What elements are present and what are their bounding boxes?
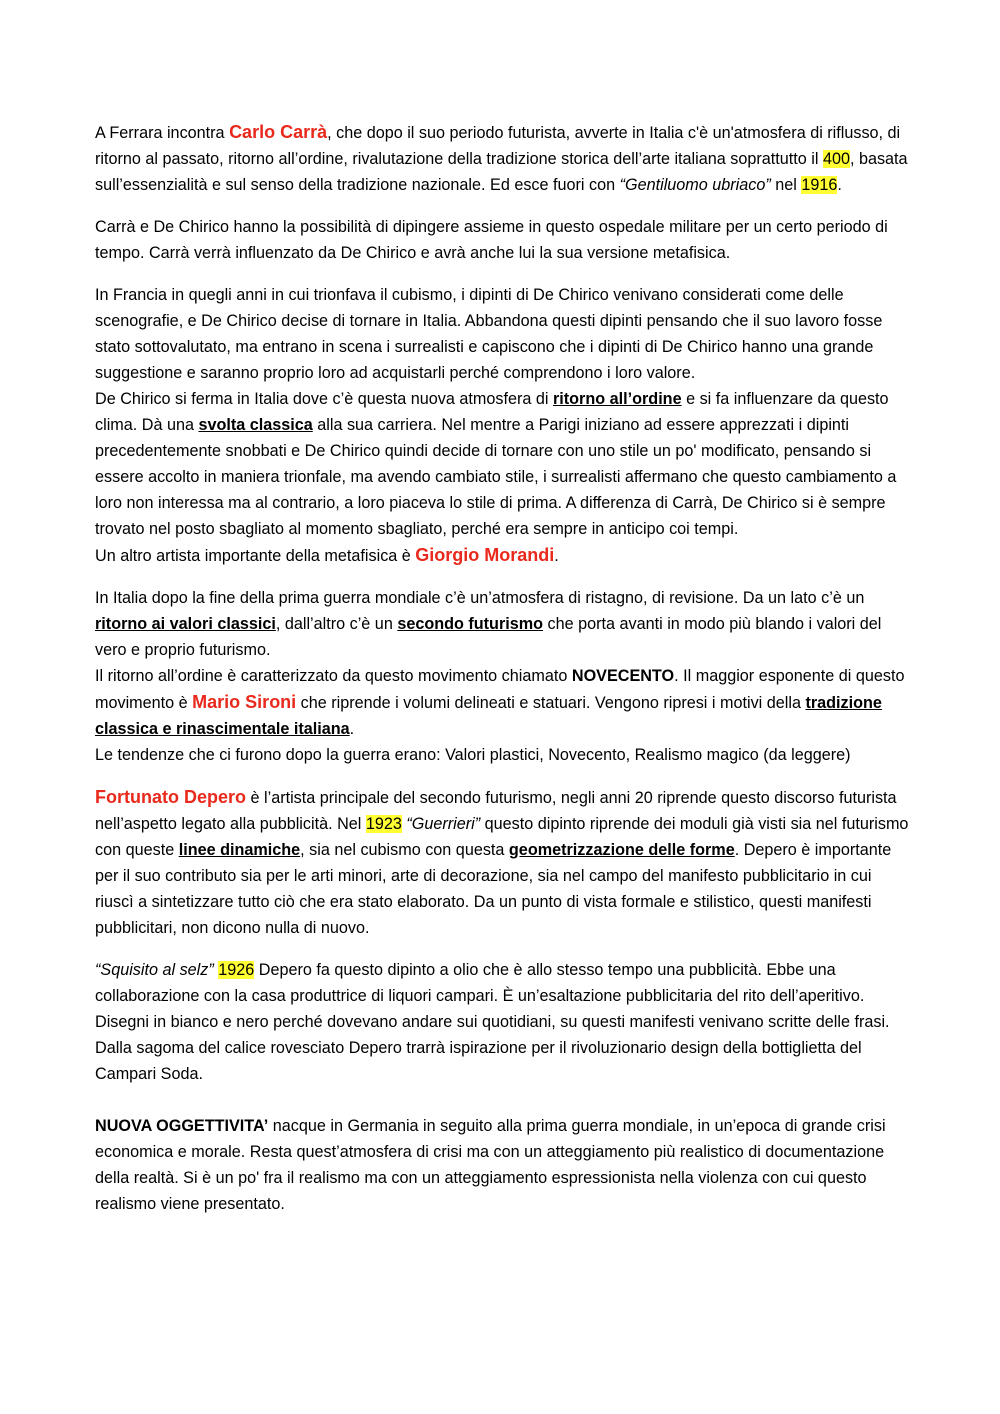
- highlighted-year: 1923: [365, 815, 402, 833]
- keyword-geometrizzazione: geometrizzazione delle forme: [508, 841, 735, 859]
- text-line: [95, 957, 910, 1009]
- paragraph-carra-dechirico: [95, 214, 910, 266]
- text: , basata sull’essenzialità e sul senso della tradizione nazionale. Ed esce fuori con: [95, 150, 908, 194]
- text: e si fa influenzare da questo clima. Dà una: [95, 390, 889, 434]
- paragraph-novecento: [95, 585, 910, 768]
- text-line: [95, 386, 910, 542]
- artist-name-carra: Carlo Carrà: [229, 122, 328, 142]
- text: . Depero è importante per il suo contributo sia per le arti minori, arte di decorazione, sia nel campo del manifesto pubblicitario in cui riuscì a sintetizzare tutto ciò che era stato elaborato. Da un punto di vista formale e stilistico, questi manifesti pubblicitari, non dicono nulla di nuovo.: [95, 841, 892, 937]
- text: , dall’altro c’è un: [275, 615, 398, 633]
- paragraph-nuova-oggettivita: [95, 1113, 910, 1217]
- text: , che dopo il suo periodo futurista, avverte in Italia c'è un'atmosfera di riflusso, di ritorno al passato, ritorno all’ordine, rivalutazione della tradizione storica dell’arte italiana soprattutto il: [95, 124, 901, 168]
- text-line: [95, 585, 910, 663]
- text: che porta avanti in modo più blando i valori del vero e proprio futurismo.: [95, 615, 882, 659]
- paragraph-depero: [95, 784, 910, 941]
- text: A Ferrara incontra: [95, 124, 230, 142]
- text: è l’artista principale del secondo futurismo, negli anni 20 riprende questo discorso futurista nell’aspetto legato alla pubblicità. Nel: [95, 789, 897, 833]
- text: Carrà e De Chirico hanno la possibilità di dipingere assieme in questo ospedale militare per un certo periodo di tempo. Carrà verrà influenzato da De Chirico e avrà anche lui la sua versione metafisica.: [95, 218, 888, 262]
- paragraph-carra: [95, 119, 910, 198]
- text: Il ritorno all’ordine è caratterizzato da questo movimento chiamato: [95, 667, 572, 685]
- keyword-ritorno-ordine: ritorno all’ordine: [552, 390, 682, 408]
- keyword-novecento: NOVECENTO: [571, 667, 675, 685]
- highlighted-year: 1926: [218, 961, 255, 979]
- artwork-title: “Gentiluomo ubriaco”: [619, 176, 771, 194]
- keyword-svolta-classica: svolta classica: [198, 416, 313, 434]
- text: .: [554, 547, 559, 565]
- keyword-valori-classici: ritorno ai valori classici: [95, 615, 276, 633]
- text-line: [95, 663, 910, 742]
- text: questo dipinto riprende dei moduli già visti sia nel futurismo con queste: [95, 815, 909, 859]
- artwork-title: “Guerrieri”: [406, 815, 481, 833]
- text: .: [837, 176, 842, 194]
- text: .: [349, 720, 355, 738]
- text: . Il maggior esponente di questo movimento è: [95, 667, 905, 712]
- text: Un altro artista importante della metafisica è: [95, 547, 416, 565]
- text: , sia nel cubismo con questa: [300, 841, 509, 859]
- text-line: In Francia in quegli anni in cui trionfava il cubismo, i dipinti di De Chirico venivano considerati come delle scenografie, e De Chirico decise di tornare in Italia. Abbandona questi dipinti pensando che il suo lavoro fosse stato sottovalutato, ma entrano in scena i surrealisti e capiscono che i dipinti di De Chirico hanno una grande suggestione e saranno proprio loro ad acquistarli perché comprendono i loro valore.: [95, 286, 883, 382]
- text-line: [95, 542, 910, 569]
- text: che riprende i volumi delineati e statuari. Vengono ripresi i motivi della: [296, 694, 806, 712]
- text: In Italia dopo la fine della prima guerra mondiale c’è un’atmosfera di ristagno, di revisione. Da un lato c’è un: [95, 589, 865, 607]
- text: De Chirico si ferma in Italia dove c’è questa nuova atmosfera di: [95, 390, 553, 408]
- paragraph-dechirico: [95, 282, 910, 569]
- highlighted-year: 1916: [801, 176, 838, 194]
- paragraph-squisito: [95, 957, 910, 1087]
- text: alla sua carriera. Nel mentre a Parigi iniziano ad essere apprezzati i dipinti precedentemente snobbati e De Chirico quindi decide di tornare con uno stile un po' modificato, pensando si essere accolto in maniera trionfale, ma avendo cambiato stile, i surrealisti affermano che questo cambiamento a loro non interessa ma al contrario, a loro piaceva lo stile di prima. A differenza di Carrà, De Chirico si è sempre trovato nel posto sbagliato al momento sbagliato, perché era sempre in anticipo coi tempi.: [95, 416, 897, 538]
- keyword-tradizione: tradizione classica e rinascimentale italiana: [95, 694, 882, 738]
- artist-name-sironi: Mario Sironi: [192, 692, 297, 712]
- text: nel: [770, 176, 802, 194]
- artist-name-morandi: Giorgio Morandi: [415, 545, 555, 565]
- text: nacque in Germania in seguito alla prima guerra mondiale, in un’epoca di grande crisi economica e morale. Resta quest’atmosfera di crisi ma con un atteggiamento più realistico di documentazione della realtà. Si è un po' fra il realismo ma con un atteggiamento espressionista nella violenza con cui questo realismo viene presentato.: [95, 1117, 886, 1213]
- keyword-linee-dinamiche: linee dinamiche: [178, 841, 301, 859]
- text: Depero fa questo dipinto a olio che è allo stesso tempo una pubblicità. Ebbe una collaborazione con la casa produttrice di liquori campari. È un’esaltazione pubblicitaria del rito dell’aperitivo.: [95, 961, 865, 1005]
- highlighted-year: 400: [822, 150, 850, 168]
- keyword-nuova-oggettivita: NUOVA OGGETTIVITA’: [95, 1117, 269, 1135]
- text-line: Le tendenze che ci furono dopo la guerra erano: Valori plastici, Novecento, Realismo magico (da leggere): [95, 746, 851, 764]
- artwork-title: “Squisito al selz”: [95, 961, 214, 979]
- keyword-secondo-futurismo: secondo futurismo: [397, 615, 544, 633]
- artist-name-depero: Fortunato Depero: [95, 787, 246, 807]
- text-line: Disegni in bianco e nero perché dovevano andare sui quotidiani, su questi manifesti venivano scritte delle frasi. Dalla sagoma del calice rovesciato Depero trarrà ispirazione per il rivoluzionario design della bottiglietta del Campari Soda.: [95, 1013, 890, 1083]
